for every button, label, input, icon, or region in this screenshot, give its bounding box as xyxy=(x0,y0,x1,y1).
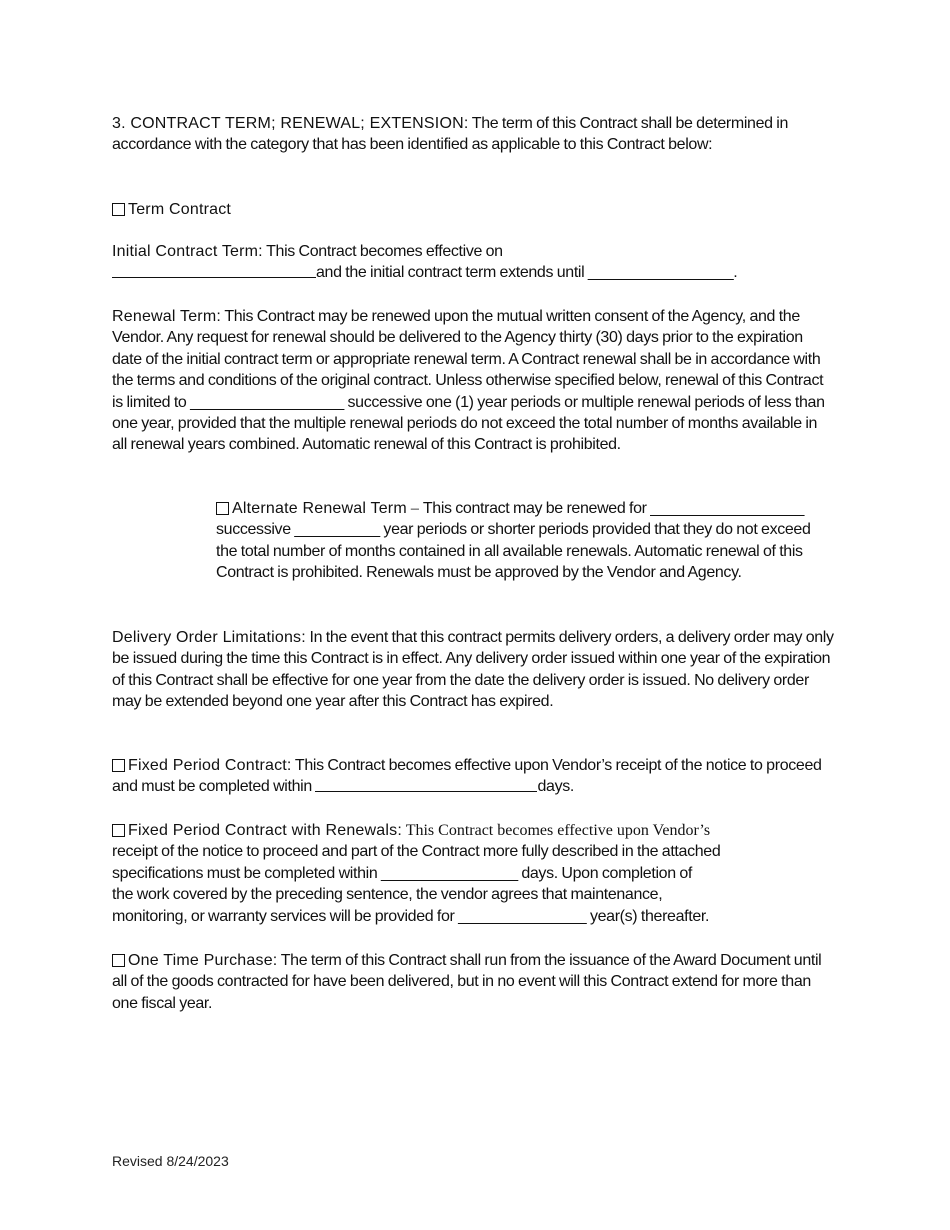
initial-contract-term-text: This Contract becomes effective on xyxy=(262,243,503,260)
one-time-purchase-text: The term of this Contract shall run from the issuance of the Award Document until all of the goods contracted for have been delivered, but in no event will this Contract extend for more than one fiscal year. xyxy=(112,952,822,1012)
alternate-renewal-term-checkbox[interactable] xyxy=(216,502,229,515)
fixed-period-with-renewals-paragraph xyxy=(112,820,834,927)
fixed-period-with-renewals-text-3: specifications must be completed within ________________ days. Upon completion of xyxy=(112,864,692,882)
fixed-period-contract-heading: Fixed Period Contract: xyxy=(128,757,292,774)
renewal-term-text: This Contract may be renewed upon the mutual written consent of the Agency, and the Vendor. Any request for renewal should be delivered to the Agency thirty (30) days prior to the expiration date of the initial contract term or appropriate renewal term. A Contract renewal shall be in accordance with the terms and conditions of the original contract. Unless otherwise specified below, renewal of this Contract is limited to __________________ successive one (1) year periods or multiple renewal periods of less than one year, provided that the multiple renewal periods do not exceed the total number of months available in all renewal years combined. Automatic renewal of this Contract is prohibited. xyxy=(112,308,825,454)
initial-contract-term-paragraph xyxy=(112,241,834,284)
term-contract-checkbox[interactable] xyxy=(112,203,125,216)
fixed-period-with-renewals-checkbox[interactable] xyxy=(112,824,125,837)
revised-date-footer: Revised 8/24/2023 xyxy=(112,1153,229,1169)
one-time-purchase-heading: One Time Purchase: xyxy=(128,952,278,969)
section-3-paragraph xyxy=(112,113,834,156)
alternate-renewal-term-paragraph xyxy=(216,498,816,584)
renewal-term-paragraph xyxy=(112,306,834,456)
alternate-renewal-term-heading: Alternate Renewal Term xyxy=(232,500,407,517)
effective-date-blank[interactable] xyxy=(112,262,316,278)
fixed-period-contract-text: This Contract becomes effective upon Vendor’s receipt of the notice to proceed and must be completed within xyxy=(112,757,822,796)
fixed-period-with-renewals-text-1: This Contract becomes effective upon Vendor’s xyxy=(401,822,711,839)
initial-contract-term-end-text: and the initial contract term extends until _________________. xyxy=(316,264,738,282)
delivery-order-limitations-heading: Delivery Order Limitations: xyxy=(112,629,306,646)
completion-days-blank[interactable] xyxy=(315,776,537,792)
section-3-heading: 3. CONTRACT TERM; RENEWAL; EXTENSION: xyxy=(112,115,469,132)
fixed-period-contract-checkbox[interactable] xyxy=(112,759,125,772)
fixed-period-contract-days-text: days. xyxy=(537,778,574,796)
one-time-purchase-checkbox[interactable] xyxy=(112,954,125,967)
section-3-intro-text: The term of this Contract shall be determined in accordance with the category that has been identified as applicable to this Contract below: xyxy=(112,115,789,154)
fixed-period-with-renewals-text-2: receipt of the notice to proceed and part of the Contract more fully described in the attached xyxy=(112,843,721,861)
one-time-purchase-paragraph xyxy=(112,950,834,1014)
fixed-period-with-renewals-heading: Fixed Period Contract with Renewals: xyxy=(128,822,402,839)
term-contract-option xyxy=(112,199,834,220)
initial-contract-term-heading: Initial Contract Term: xyxy=(112,243,263,260)
term-contract-label: Term Contract xyxy=(128,201,232,218)
renewal-term-heading: Renewal Term: xyxy=(112,308,222,325)
delivery-order-limitations-paragraph xyxy=(112,627,834,713)
delivery-order-limitations-text: In the event that this contract permits delivery orders, a delivery order may only be issued during the time this Contract is in effect. Any delivery order issued within one year of the expiration of this Contract shall be effective for one year from the date the delivery order is issued. No delivery order may be extended beyond one year after this Contract has expired. xyxy=(112,629,834,711)
fixed-period-contract-paragraph xyxy=(112,755,834,798)
fixed-period-with-renewals-text-4: the work covered by the preceding sentence, the vendor agrees that maintenance, xyxy=(112,886,663,904)
fixed-period-with-renewals-text-5: monitoring, or warranty services will be provided for _______________ year(s) thereafter. xyxy=(112,907,710,925)
alternate-renewal-term-text: This contract may be renewed for __________________ successive __________ year periods or shorter periods provided that they do not exceed the total number of months contained in all available renewals. Automatic renewal of this Contract is prohibited. Renewals must be approved by the Vendor and Agency. xyxy=(216,500,811,582)
alternate-renewal-dash: – xyxy=(406,500,423,517)
